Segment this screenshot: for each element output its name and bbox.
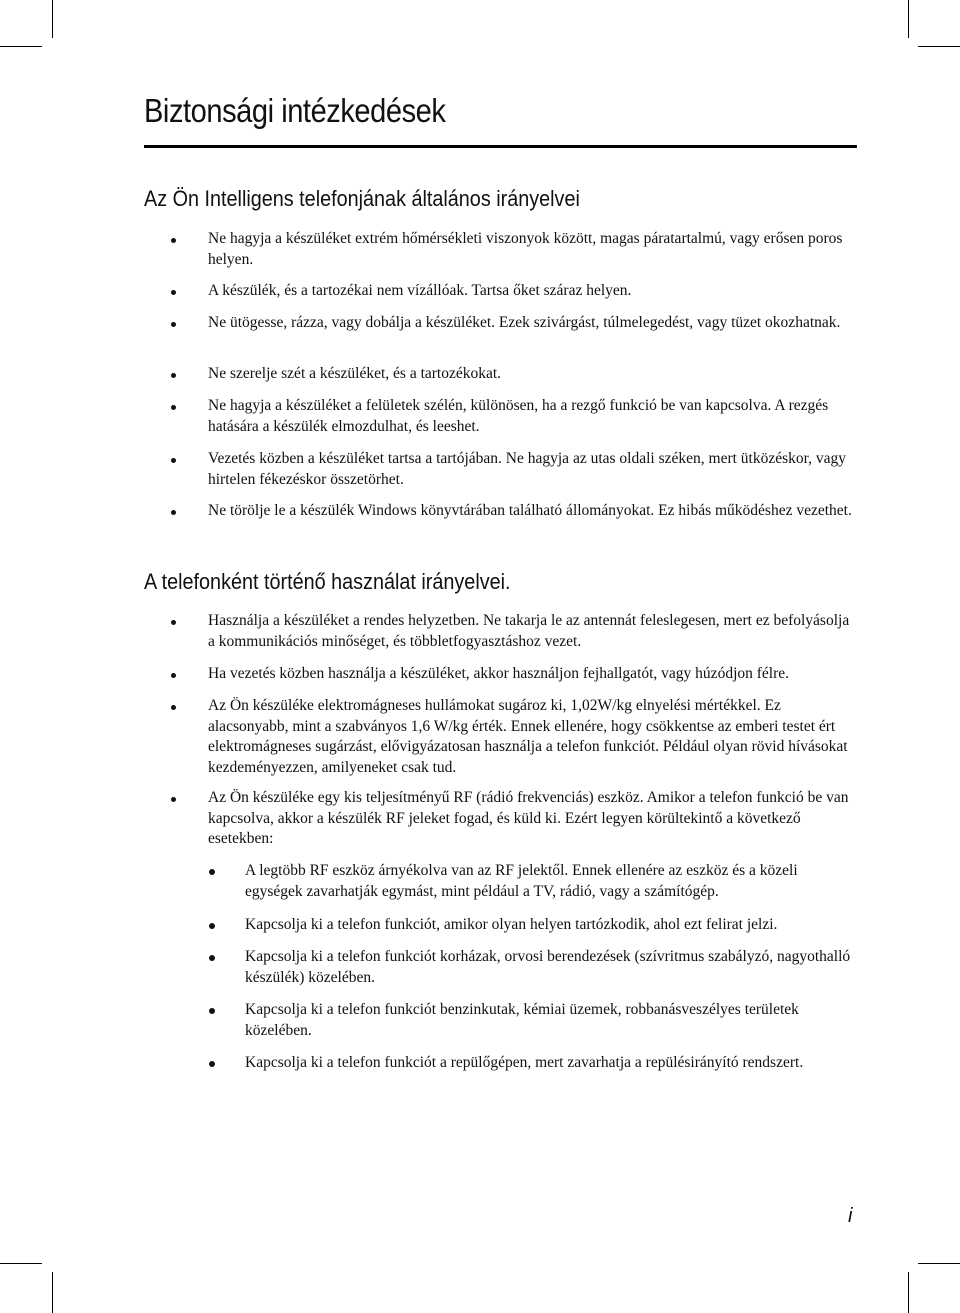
title-rule	[144, 145, 857, 148]
bullet-icon	[171, 705, 176, 710]
bullet-icon	[171, 620, 176, 625]
bullet-icon	[209, 1061, 215, 1067]
page-title: Biztonsági intézkedések	[144, 92, 446, 129]
bullet-icon	[171, 673, 176, 678]
bullet-icon	[209, 923, 215, 929]
section-heading-general: Az Ön Intelligens telefonjának általános irányelvei	[144, 186, 580, 211]
bullet-icon	[171, 797, 176, 802]
page-number: i	[848, 1205, 853, 1227]
bullet-icon	[209, 869, 215, 875]
bullet-icon	[171, 290, 176, 295]
bullet-icon	[171, 238, 176, 243]
bullet-icon	[209, 955, 215, 961]
bullet-icon	[171, 373, 176, 378]
section-heading-phone-use: A telefonként történő használat irányelvei.	[144, 569, 511, 594]
bullet-icon	[209, 1008, 215, 1014]
bullet-icon	[171, 405, 176, 410]
bullet-icon	[171, 322, 176, 327]
bullet-icon	[171, 458, 176, 463]
bullet-icon	[171, 510, 176, 515]
